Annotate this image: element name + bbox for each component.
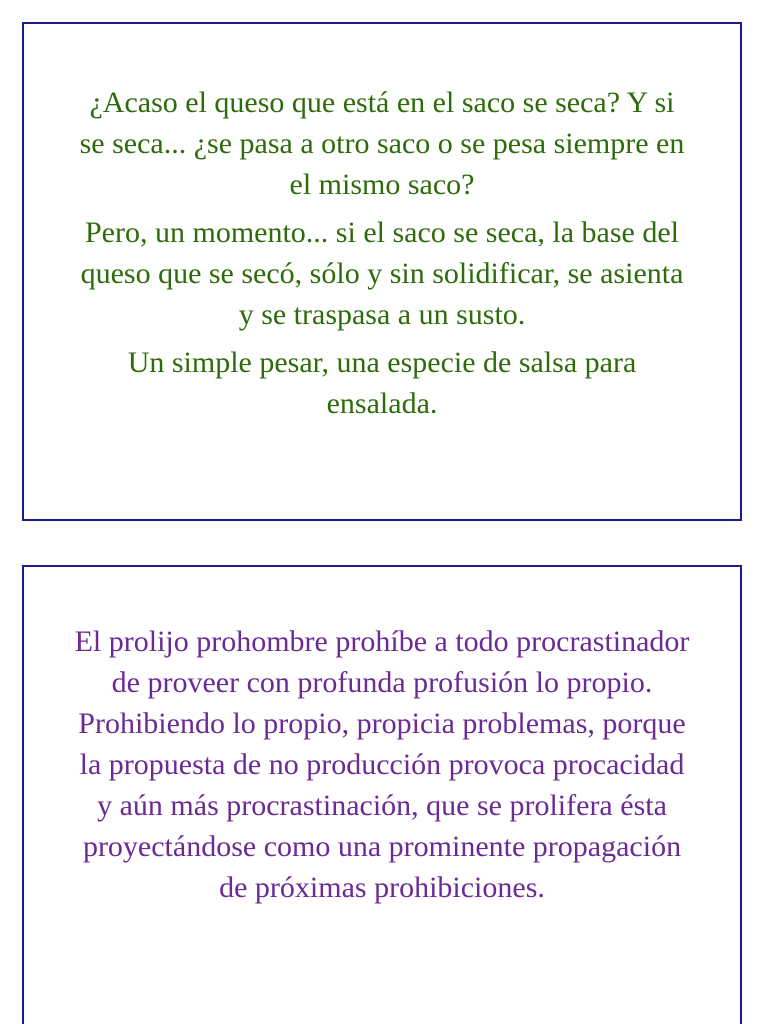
paragraph-queso-question: ¿Acaso el queso que está en el saco se seca? Y si se seca... ¿se pasa a otro saco o se pesa siempre en el mismo saco? — [79, 86, 685, 201]
card-text-block — [74, 82, 690, 431]
tongue-twister-card-prohombre — [22, 565, 742, 1024]
card-text-block — [74, 621, 690, 908]
paragraph-queso-salsa: Un simple pesar, una especie de salsa para ensalada. — [127, 346, 637, 420]
tongue-twister-card-queso — [22, 22, 742, 521]
paragraph-prohombre: El prolijo prohombre prohíbe a todo procrastinador de proveer con profunda profusión lo propio. Prohibiendo lo propio, propicia problemas, porque la propuesta de no producción provoca procacidad y aún más procrastinación, que se prolifera ésta proyectándose como una prominente propagación de próximas prohibiciones. — [74, 625, 690, 904]
paragraph-queso-moment: Pero, un momento... si el saco se seca, la base del queso que se secó, sólo y sin solidificar, se asienta y se traspasa a un susto. — [80, 216, 684, 331]
